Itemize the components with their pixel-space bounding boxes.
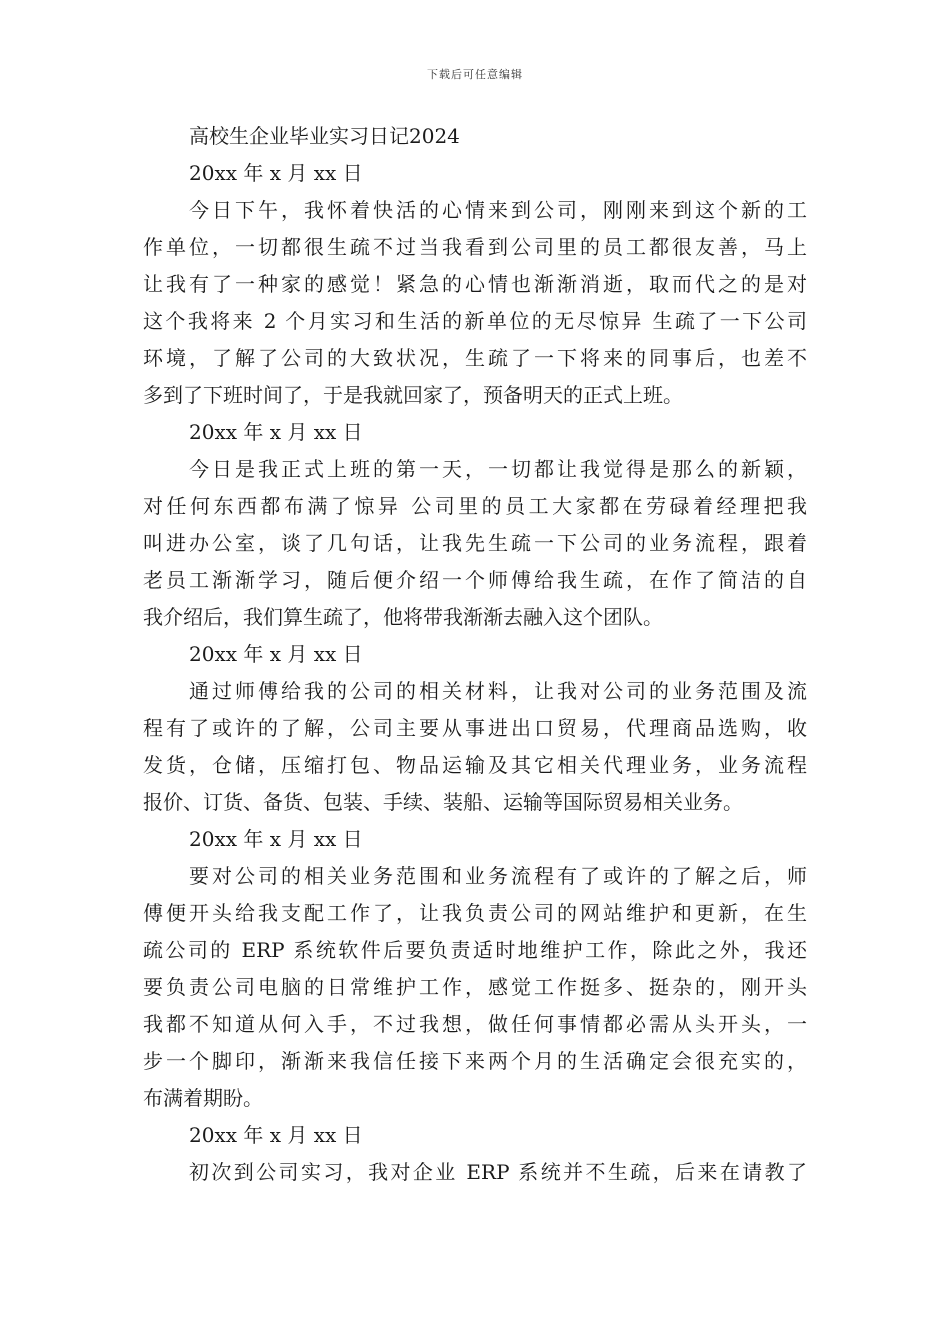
paragraph-line: 要负责公司电脑的日常维护工作，感觉工作挺多、挺杂的，刚开头 [143, 975, 807, 999]
paragraph-line: 叫进办公室，谈了几句话，让我先生疏一下公司的业务流程，跟着 [143, 531, 807, 555]
entry-date: 20xx 年 x 月 xx 日 [189, 161, 363, 185]
paragraph-line: 步一个脚印，渐渐来我信任接下来两个月的生活确定会很充实的， [143, 1049, 807, 1073]
paragraph-line: 老员工渐渐学习，随后便介绍一个师傅给我生疏，在作了简洁的自 [143, 568, 807, 592]
paragraph-line: 疏公司的 ERP 系统软件后要负责适时地维护工作，除此之外，我还 [143, 938, 807, 962]
document-body [143, 118, 807, 1191]
paragraph-line: 布满着期盼。 [143, 1086, 263, 1110]
paragraph-line: 今日下午，我怀着快活的心情来到公司，刚刚来到这个新的工 [189, 198, 807, 222]
paragraph-line: 我介绍后，我们算生疏了，他将带我渐渐去融入这个团队。 [143, 605, 663, 629]
paragraph-line: 作单位，一切都很生疏不过当我看到公司里的员工都很友善，马上 [143, 235, 807, 259]
paragraph-line: 傅便开头给我支配工作了，让我负责公司的网站维护和更新，在生 [143, 901, 807, 925]
entry-paragraph [143, 1154, 807, 1191]
paragraph-line: 我都不知道从何入手，不过我想，做任何事情都必需从头开头，一 [143, 1012, 807, 1036]
entry-date: 20xx 年 x 月 xx 日 [189, 827, 363, 851]
header-note: 下载后可任意编辑 [427, 68, 523, 81]
paragraph-line: 要对公司的相关业务范围和业务流程有了或许的了解之后，师 [189, 864, 807, 888]
paragraph-line: 报价、订货、备货、包装、手续、装船、运输等国际贸易相关业务。 [143, 790, 743, 814]
paragraph-line: 通过师傅给我的公司的相关材料，让我对公司的业务范围及流 [189, 679, 807, 703]
entry-date: 20xx 年 x 月 xx 日 [189, 642, 363, 666]
document-title: 高校生企业毕业实习日记2024 [189, 124, 460, 148]
paragraph-line: 初次到公司实习，我对企业 ERP 系统并不生疏，后来在请教了 [189, 1160, 807, 1184]
paragraph-line: 发货，仓储，压缩打包、物品运输及其它相关代理业务，业务流程 [143, 753, 807, 777]
paragraph-line: 多到了下班时间了，于是我就回家了，预备明天的正式上班。 [143, 383, 683, 407]
paragraph-line: 今日是我正式上班的第一天，一切都让我觉得是那么的新颖， [189, 457, 807, 481]
entry-paragraph [143, 451, 807, 636]
entry-paragraph [143, 673, 807, 821]
entry-date: 20xx 年 x 月 xx 日 [189, 1123, 363, 1147]
paragraph-line: 让我有了一种家的感觉！紧急的心情也渐渐消逝，取而代之的是对 [143, 272, 807, 296]
paragraph-line: 程有了或许的了解，公司主要从事进出口贸易，代理商品选购，收 [143, 716, 807, 740]
entry-paragraph [143, 858, 807, 1117]
paragraph-line: 环境，了解了公司的大致状况，生疏了一下将来的同事后，也差不 [143, 346, 807, 370]
entry-paragraph [143, 192, 807, 414]
paragraph-line: 这个我将来 2 个月实习和生活的新单位的无尽惊异 生疏了一下公司 [143, 309, 807, 333]
entry-date: 20xx 年 x 月 xx 日 [189, 420, 363, 444]
paragraph-line: 对任何东西都布满了惊异 公司里的员工大家都在劳碌着经理把我 [143, 494, 807, 518]
